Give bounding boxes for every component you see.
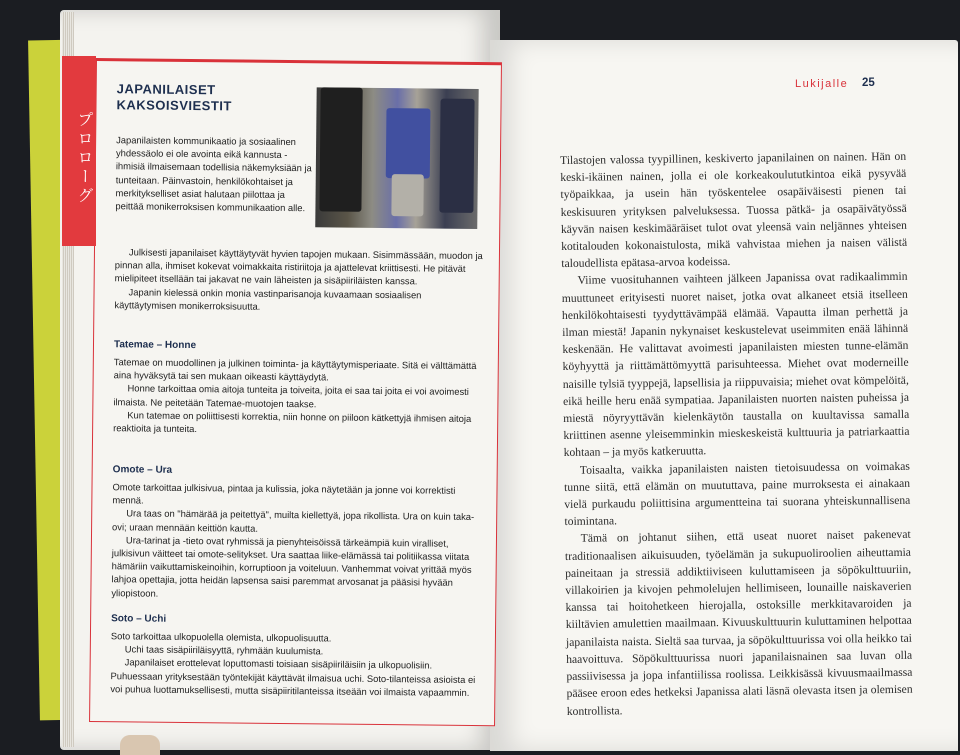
paragraph: Toisaalta, vaikka japanilaisten naisten tietoisuudessa on voimakas tunne siitä, että elämän on muututtava, paine murroksesta ei ainakaan vielä purkaudu poliittisina argumentteina tai suorana yhteiskunnallisena toimintana. bbox=[564, 459, 911, 529]
paragraph: Tatemae on muodollinen ja julkinen toiminta- ja käyttäytymisperiaate. Sitä ei välttämättä aina hyväksytä tai sen mukaan oikeasti käyttäydytä. bbox=[113, 356, 477, 383]
paragraph: Viime vuosituhannen vaihteen jälkeen Japanissa ovat radikaalimmin muuttuneet erityisesti nuoret naiset, jotka ovat alkaneet etsiä itselleen henkilökohtaisesti tyydyttävämpää elämää. Vapautta ilman perhettä ja ilman miestä! Japanin nykynaiset keskustelevat useimmiten enää lähinnä keskenään. He valittavat avoimesti japanilaisten miesten tunne-elämän köyhyyttä ja riittämättömyyttä parisuhteessa. Miehet ovat moderneille naisille tylsiä tyyppejä, lapsellisia ja riippuvaisia; miehet ovat kömpelöitä, eikä heille heru enää sympatiaa. Japanilaisten nuorten naisten puheissa ja miestä nöyryyttävän kielenkäytön taustalla on kuultavissa samalla kriittinen asenne yleisemminkin mieskeskeistä kulttuuria ja patriarkaattia kohtaan – ja myös katkeruutta. bbox=[561, 270, 910, 460]
right-page-text bbox=[560, 148, 913, 720]
paragraph: Soto tarkoittaa ulkopuolella olemista, ulkopuolisuutta. bbox=[110, 630, 332, 644]
section-soto-uchi bbox=[110, 629, 481, 699]
paragraph: Japanilaiset erottelevat loputtomasti toisiaan sisäpiiriläisiin ja ulkopuolisiin. Puhuessaan yrityksestään työntekijät käyttävät ilmaisua uchi. Soto-tilanteissa asioista ei voi puhua luottamuksellisesti, mutta sisäpiiritilanteissa itseään voi ilmaista vapaammin. bbox=[110, 656, 476, 698]
section-title: Soto – Uchi bbox=[111, 613, 167, 625]
chapter-tab: プロローグ bbox=[62, 56, 96, 246]
section-title: Tatemae – Honne bbox=[113, 339, 197, 352]
paragraph: Tämä on johtanut siihen, että useat nuoret naiset pakenevat traditionaalisen aikuisuuden, työelämän ja sukupuoliroolien aiheuttamia paineitaan ja stressiä addiktiiviseen kuluttamiseen ja söpökulttuuriin, villakoirien ja kivojen pehmolelujen hellimiseen, lounaille naiskaverien kanssa tai hoitohetkeen hierojalla, ostoksille merkkitavaroiden ja kiiltävien amulettien maailmaan. Kivuuskulttuurin kuluttaminen helpottaa japanilaista naista. Sieltä saa turvaa, ja söpökulttuurissa voi olla heikko tai haavoittuva. Söpökulttuurissa nuori japanilaisnainen saa luvan olla passiivisessa ja jopa infantiilissa roolissa. Leikkisässä kivuusmaailmassa pääsee eroon edes hetkeksi Japanissa alati läsnä olevasta itsen ja olemisen kontrollista. bbox=[564, 528, 913, 718]
box-title: JAPANILAISET KAKSOISVIESTIT bbox=[116, 81, 232, 114]
sidebar-box bbox=[89, 58, 502, 726]
body-paragraphs bbox=[114, 245, 485, 315]
paragraph: Ura taas on "hämärää ja peitettyä", muilta kiellettyä, jopa rikollista. Ura on kuin taka-ovi; uraan mennään keittiön kautta. bbox=[112, 507, 475, 534]
paragraph: Japanin kielessä onkin monia vastinparisanoja kuvaamaan sosiaalisen käyttäytymisen monikerroksisuutta. bbox=[114, 285, 422, 312]
section-tatemae-honne bbox=[113, 355, 484, 438]
section-omote-ura bbox=[111, 480, 482, 603]
paragraph: Honne tarkoittaa omia aitoja tunteita ja toiveita, joita ei saa tai joita ei voi avoimesti ilmaista. Ne peitetään Tatemae-muotojen taakse. bbox=[113, 382, 469, 409]
paragraph: Ura-tarinat ja -tieto ovat ryhmissä ja pienyhteisöissä tärkeämpiä kuin viralliset, julkisivun väitteet tai omote-selitykset. Ura saattaa liike-elämässä tai politiikassa viitata hämäriin vaikuttamiskeinoihin, korruptioon ja voiteluun. Vanhemmat voivat yrittää myös lahjoa opettajia, jotta heidän lapsensa saisi paremmat arvosanat ja pääsisi hyvään yliopistoon. bbox=[111, 534, 472, 599]
paragraph: Julkisesti japanilaiset käyttäytyvät hyvien tapojen mukaan. Sisimmässään, muodon ja pinnan alla, ihmiset kokevat voimakkaita ristiriitoja ja ajattelevat kriittisesti. He pitävät mielipiteet itsellään tai jakavat ne vain läheisten ja sisäpiiriläisten kanssa. bbox=[114, 246, 483, 287]
paragraph: Kun tatemae on poliittisesti korrektia, niin honne on piiloon kätkettyjä ihmisen aitoja reaktioita ja tunteita. bbox=[113, 409, 472, 435]
paragraph: Uchi taas sisäpiiriläisyyttä, ryhmään kuulumista. bbox=[124, 643, 324, 657]
section-title: Omote – Ura bbox=[112, 464, 173, 476]
paragraph: Tilastojen valossa tyypillinen, keskiverto japanilainen on nainen. Hän on keski-ikäinen nainen, jolla ei ole korkeakoulututkintoa eikä pysyvää työpaikkaa, ja usein hän työskentelee osapäiväisesti pienen tai keskisuuren yrityksen palveluksessa. Tuossa pätkä- ja osapäivätyössä käyvän naisen keskimääräiset tulot ovat yleensä vain neljännes yhteisen kotitalouden kokonaistulosta, mikä vahvistaa miehen ja naisen välistä taloudellista epätasa-arvoa kodeissa. bbox=[560, 149, 908, 271]
paragraph: Omote tarkoittaa julkisivua, pintaa ja kulissia, joka näytetään ja jonne voi korrektisti mennä. bbox=[112, 481, 456, 506]
thumb bbox=[120, 735, 160, 755]
page-number: 25 bbox=[862, 77, 875, 89]
intro-text: Japanilaisten kommunikaatio ja sosiaalinen yhdessäolo ei ole avointa eikä kannusta -ihmisiä ilmaisemaan todellisia näkemyksiään ja tunteitaan. Päinvastoin, henkilökohtaiset ja merkitykselliset asiat halutaan piilottaa ja peittää monikerroksisen kommunikaation alle. bbox=[115, 134, 312, 214]
subway-photo bbox=[315, 87, 478, 229]
right-page bbox=[490, 40, 958, 751]
running-head: Lukijalle bbox=[795, 78, 849, 90]
